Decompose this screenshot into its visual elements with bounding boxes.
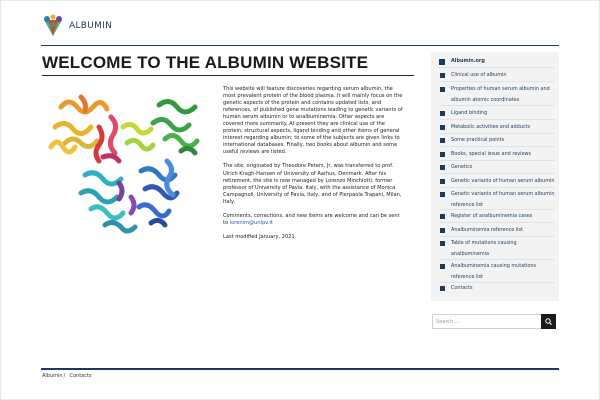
main-content [223, 86, 406, 248]
bullet-icon [440, 73, 445, 78]
albumin-logo-icon[interactable] [42, 14, 64, 38]
bullet-icon [440, 192, 445, 197]
footer-link-contacts[interactable]: Contacts [69, 373, 92, 379]
bullet-icon [440, 264, 445, 269]
bullet-icon [440, 241, 445, 246]
sidebar-item-label: Some practical points [451, 137, 505, 143]
divider [439, 222, 555, 223]
bullet-icon [440, 87, 445, 92]
divider [439, 119, 555, 120]
bullet-icon [440, 228, 445, 233]
divider [439, 133, 555, 134]
sidebar-item-label: Genetic variants of human serum albumin reference list [451, 191, 555, 208]
search-button[interactable] [541, 314, 556, 329]
intro-paragraph: This website will feature discoveries regarding serum albumin, the most prevalent protein of the blood plasma. It will mainly focus on the genetic aspects of the protein and contains updated lists, and references, of published gene mutations leading to genetic variants of human serum albumin or to analbuminemia. Other aspects are covered more summarily. At present they are clinical use of the protein, structural aspects, ligand binding and other items of general interest regarding albumin; to some of the subjects are given links to international databases. Finally, two books about albumin and some useful reviews are listed. [223, 86, 403, 156]
footer-link-albumin[interactable]: Albumin [42, 373, 63, 379]
sidebar-item-label: Genetic variants of human serum albumin [451, 178, 555, 184]
sidebar-item-label: Books, special issue and reviews [451, 151, 532, 157]
divider [439, 105, 555, 106]
protein-structure-image [41, 87, 213, 243]
divider [439, 81, 555, 82]
divider [439, 173, 555, 174]
search-input[interactable]: Search ... [432, 314, 542, 329]
bullet-icon [440, 165, 445, 170]
sidebar-item-label: Ligand binding [451, 110, 488, 116]
footer-divider [41, 368, 559, 370]
history-paragraph: The site, originated by Theodore Peters, Jr, was transferred to prof. Ulrich Kragh-Hansen of University of Aarhus, Denmark. After his retirement, the site is now managed by Lorenzo Minchiotti, former professor of University of Pavia, Italy, with the assistance of Monica Campagnoli, University of Pavia, Italy, and of Pierpaola Trapani, Milan, Italy. [223, 163, 402, 205]
comments-paragraph [223, 213, 406, 227]
bullet-icon [440, 138, 445, 143]
divider [439, 187, 555, 188]
bullet-icon [440, 111, 445, 116]
sidebar-item-label: Register of analbuminemia cases [451, 213, 533, 219]
divider [439, 146, 555, 147]
comments-text: Comments, corrections, and new items are welcome and can be sent to [223, 212, 400, 226]
sidebar-item-label: Analbuminemia reference list [451, 227, 524, 233]
bullet-icon [440, 214, 445, 219]
sidebar-nav [431, 52, 559, 301]
search-icon [545, 318, 552, 325]
sidebar-item-label: Properties of human serum albumin and albumin atomic coordinates [451, 86, 550, 103]
last-modified: Last modified January, 2021. [223, 233, 297, 240]
sidebar-item-label: Albumin.org [451, 58, 485, 64]
sidebar-item-label: Analbuminemia causing mutations reference list [451, 263, 537, 280]
divider [439, 236, 555, 237]
title-divider [42, 75, 414, 76]
sidebar-item-label: Metabolic activities and adducts [451, 124, 531, 130]
sidebar-item-label: Contacts [451, 285, 473, 291]
email-link[interactable]: lorenim@unipv.it [229, 219, 273, 226]
footer-separator: / [63, 373, 66, 379]
header-divider [41, 45, 559, 46]
site-header [1, 1, 600, 45]
divider [439, 209, 555, 210]
sidebar-item-label: Genetics [451, 164, 473, 170]
bullet-icon [440, 179, 445, 184]
bullet-icon [440, 125, 445, 130]
bullet-icon [440, 286, 445, 291]
divider [439, 160, 555, 161]
sidebar-item-label: Table of mutations causing analbuminemia [451, 240, 517, 257]
bullet-icon [440, 152, 445, 157]
divider [439, 67, 555, 68]
divider [439, 259, 555, 260]
site-title[interactable]: ALBUMIN [69, 21, 113, 31]
footer-breadcrumb [42, 373, 93, 379]
bullet-icon [439, 59, 445, 65]
sidebar-item-label: Clinical use of albumin [451, 72, 507, 78]
page-title: WELCOME TO THE ALBUMIN WEBSITE [42, 53, 369, 72]
